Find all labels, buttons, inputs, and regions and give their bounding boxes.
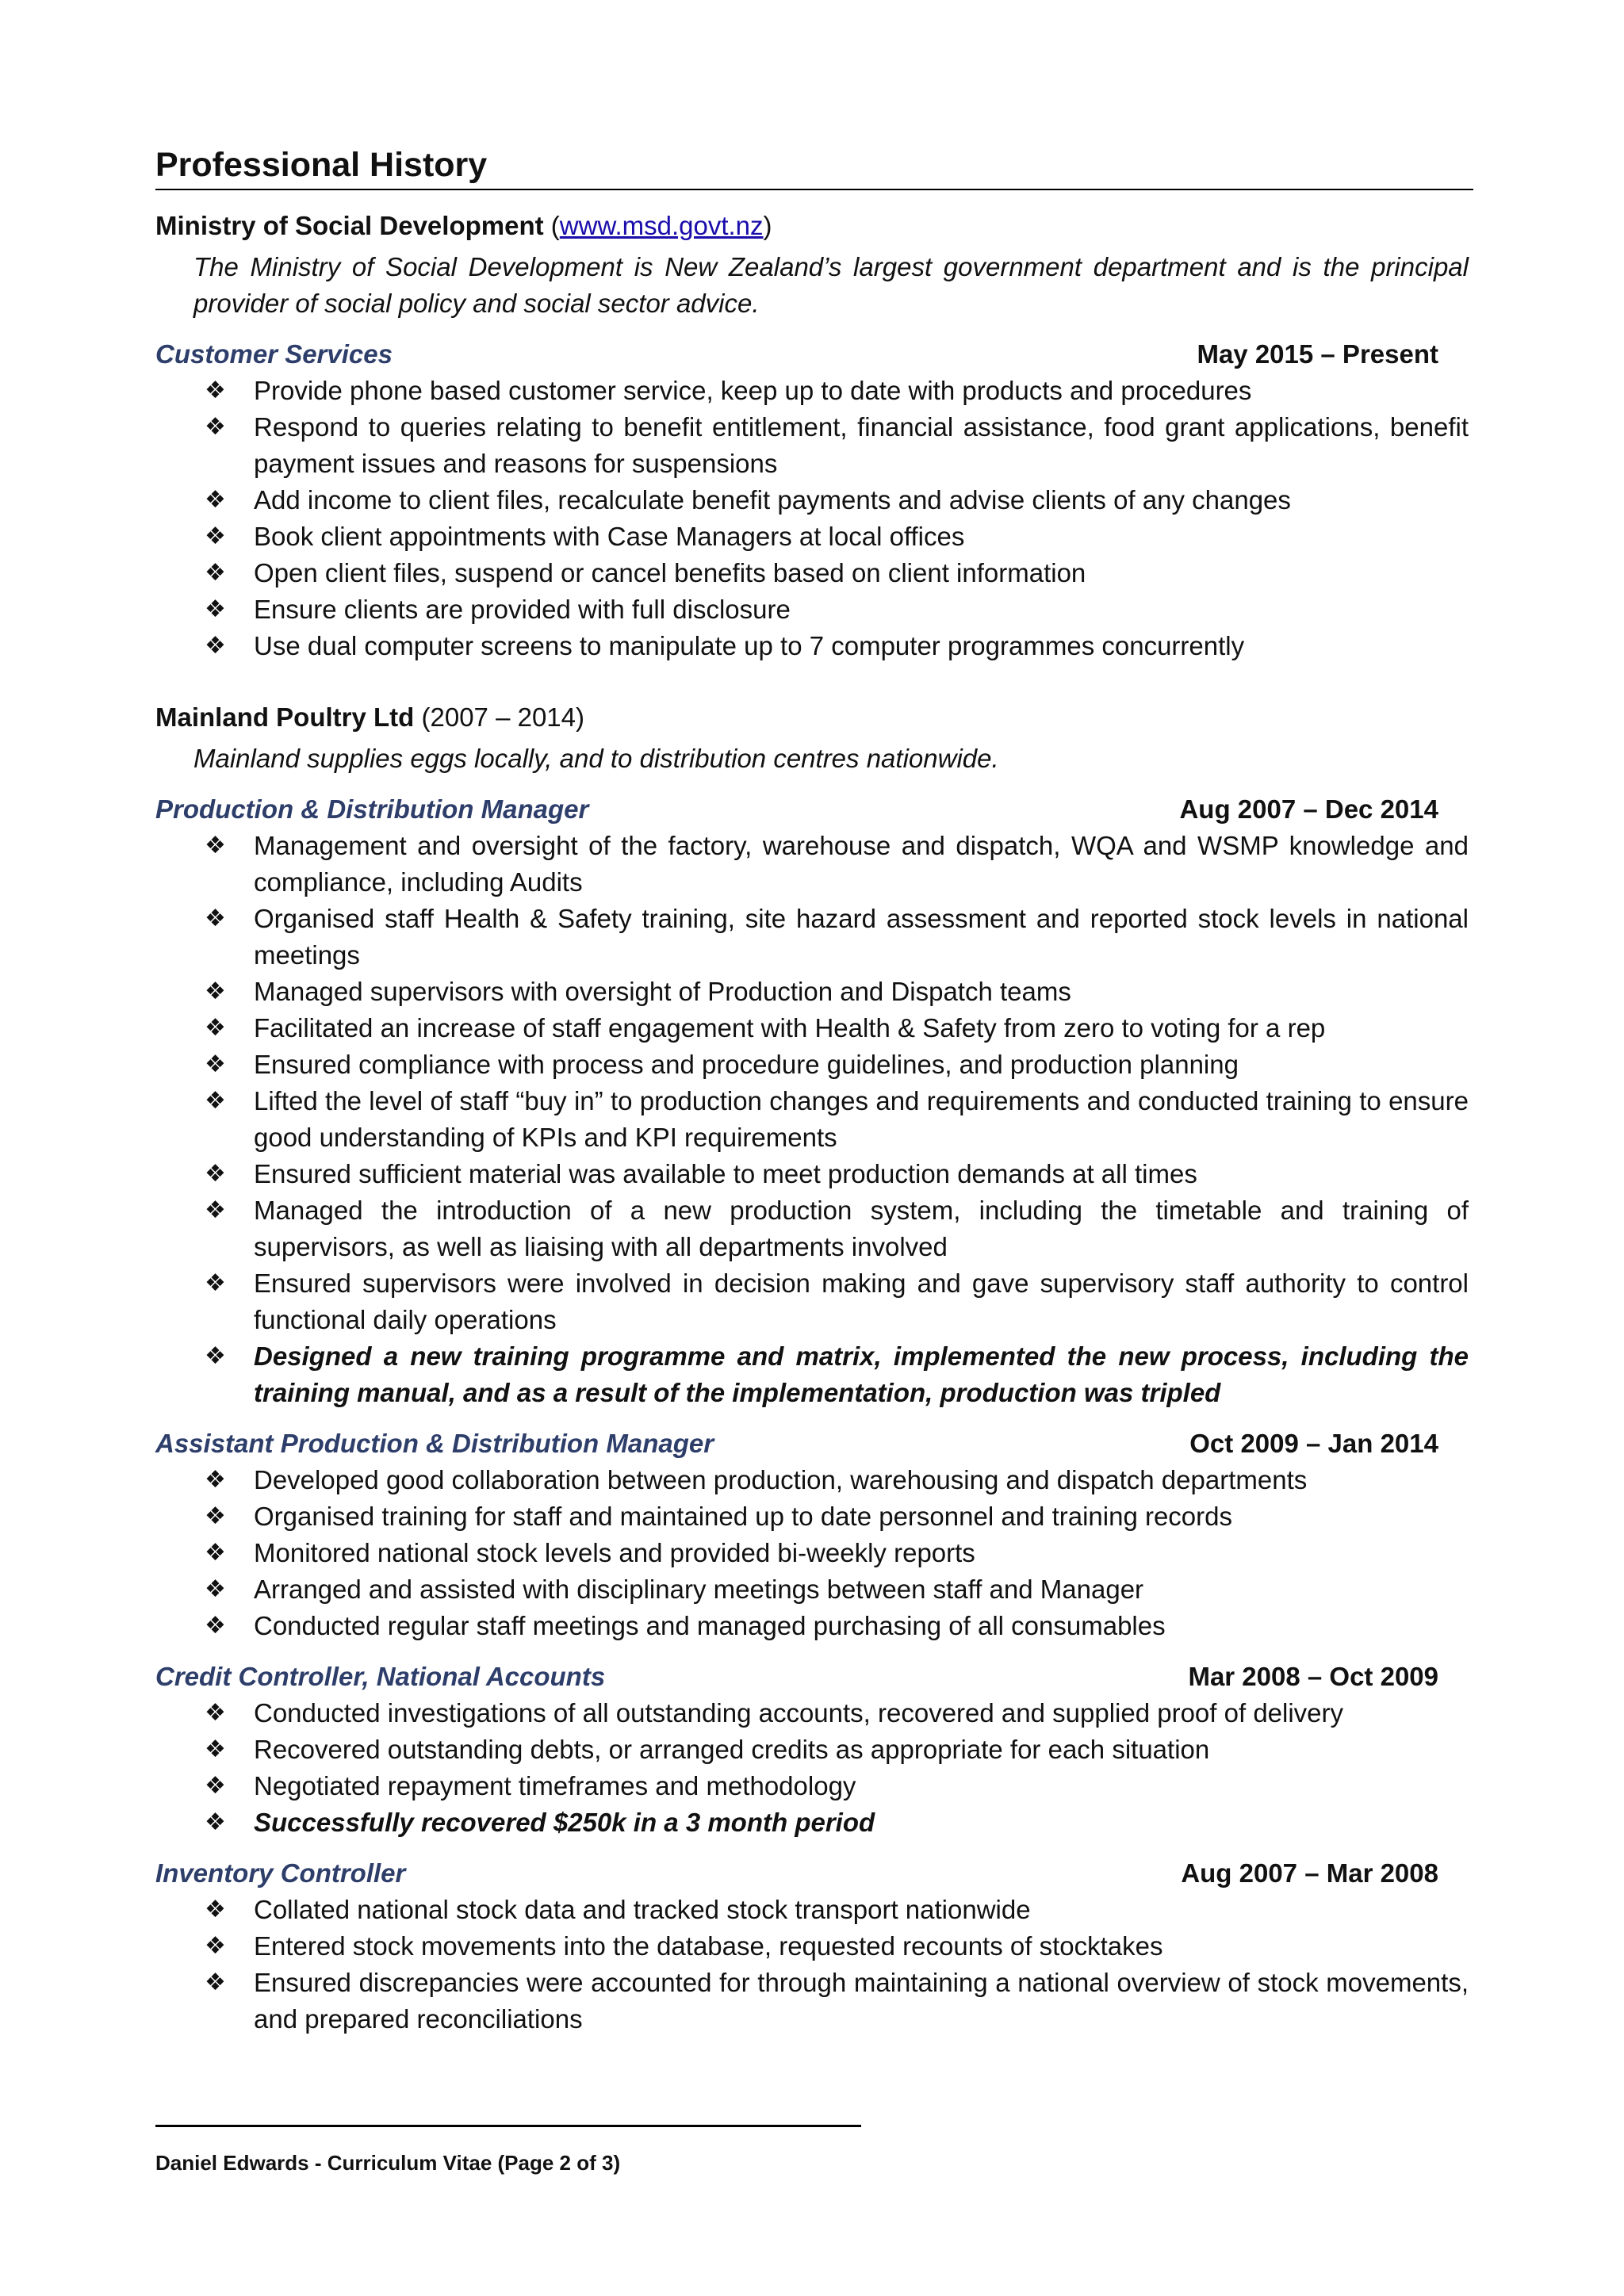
role-title: Production & Distribution Manager <box>155 794 589 824</box>
employer-header-msd <box>155 208 1473 244</box>
bullet-list <box>155 373 1473 664</box>
diamond-bullet-icon: ❖ <box>205 1809 226 1835</box>
role-title: Inventory Controller <box>155 1858 406 1888</box>
diamond-bullet-icon: ❖ <box>205 1613 226 1639</box>
footer-divider <box>155 2125 861 2127</box>
diamond-bullet-icon: ❖ <box>205 905 226 932</box>
list-item: ❖ Lifted the level of staff “buy in” to production changes and requirements and conducted training to ensure good understanding of KPIs and KPI requirements <box>155 1083 1473 1156</box>
diamond-bullet-icon: ❖ <box>205 1540 226 1566</box>
diamond-bullet-icon: ❖ <box>205 1736 226 1762</box>
role-dates: May 2015 – Present <box>1197 339 1438 369</box>
diamond-bullet-icon: ❖ <box>205 1576 226 1602</box>
list-item: ❖ Arranged and assisted with disciplinary meetings between staff and Manager <box>155 1571 1473 1608</box>
diamond-bullet-icon: ❖ <box>205 1969 226 1996</box>
cv-page <box>155 143 1473 2038</box>
role-block <box>155 1855 1473 2038</box>
bullet-list <box>155 1695 1473 1841</box>
list-item: ❖ Facilitated an increase of staff engagement with Health & Safety from zero to voting for a rep <box>155 1010 1473 1047</box>
list-item: ❖ Use dual computer screens to manipulate up to 7 computer programmes concurrently <box>155 628 1473 664</box>
list-item: ❖ Negotiated repayment timeframes and methodology <box>155 1768 1473 1804</box>
list-item: ❖ Respond to queries relating to benefit entitlement, financial assistance, food grant applications, benefit payment issues and reasons for suspensions <box>155 409 1473 482</box>
role-block <box>155 1659 1473 1841</box>
diamond-bullet-icon: ❖ <box>205 978 226 1004</box>
diamond-bullet-icon: ❖ <box>205 1161 226 1187</box>
diamond-bullet-icon: ❖ <box>205 1270 226 1296</box>
list-item: ❖ Developed good collaboration between production, warehousing and dispatch departments <box>155 1462 1473 1498</box>
diamond-bullet-icon: ❖ <box>205 1197 226 1223</box>
role-title: Credit Controller, National Accounts <box>155 1662 606 1691</box>
role-header <box>155 791 1473 828</box>
diamond-bullet-icon: ❖ <box>205 633 226 659</box>
employer-date-range: (2007 – 2014) <box>414 702 584 732</box>
diamond-bullet-icon: ❖ <box>205 377 226 404</box>
employer-name: Ministry of Social Development <box>155 211 544 240</box>
role-dates: Oct 2009 – Jan 2014 <box>1189 1429 1438 1458</box>
list-item: ❖ Open client files, suspend or cancel benefits based on client information <box>155 555 1473 591</box>
role-header <box>155 336 1473 373</box>
list-item: ❖ Managed the introduction of a new production system, including the timetable and training of supervisors, as well as liaising with all departments involved <box>155 1192 1473 1265</box>
employer-suffix-open: ( <box>543 211 560 240</box>
list-item: ❖ Ensured discrepancies were accounted for through maintaining a national overview of stock movements, and prepared reconciliations <box>155 1965 1473 2038</box>
diamond-bullet-icon: ❖ <box>205 1051 226 1077</box>
list-item: ❖ Add income to client files, recalculate benefit payments and advise clients of any changes <box>155 482 1473 519</box>
bullet-list <box>155 1462 1473 1644</box>
diamond-bullet-icon: ❖ <box>205 1896 226 1923</box>
role-dates: Aug 2007 – Dec 2014 <box>1179 794 1438 824</box>
role-block <box>155 336 1473 664</box>
diamond-bullet-icon: ❖ <box>205 1343 226 1369</box>
diamond-bullet-icon: ❖ <box>205 523 226 549</box>
diamond-bullet-icon: ❖ <box>205 832 226 859</box>
list-item: ❖ Entered stock movements into the database, requested recounts of stocktakes <box>155 1928 1473 1965</box>
employer-name: Mainland Poultry Ltd <box>155 702 415 732</box>
list-item-highlight: ❖ Designed a new training programme and matrix, implemented the new process, including the training manual, and as a result of the implementation, production was tripled <box>155 1338 1473 1411</box>
list-item: ❖ Conducted investigations of all outstanding accounts, recovered and supplied proof of delivery <box>155 1695 1473 1732</box>
list-item-highlight: ❖ Successfully recovered $250k in a 3 month period <box>155 1804 1473 1841</box>
footer-text: Daniel Edwards - Curriculum Vitae (Page 2 of 3) <box>155 2151 621 2175</box>
employer-suffix-close: ) <box>763 211 772 240</box>
section-title: Professional History <box>155 143 1473 190</box>
role-header <box>155 1425 1473 1462</box>
diamond-bullet-icon: ❖ <box>205 414 226 440</box>
role-title: Customer Services <box>155 339 393 369</box>
diamond-bullet-icon: ❖ <box>205 487 226 513</box>
role-block <box>155 791 1473 1411</box>
list-item: ❖ Recovered outstanding debts, or arranged credits as appropriate for each situation <box>155 1732 1473 1768</box>
employer-description: The Ministry of Social Development is New Zealand’s largest government department and is the principal provider of social policy and social sector advice. <box>193 252 1469 318</box>
list-item: ❖ Book client appointments with Case Managers at local offices <box>155 519 1473 555</box>
role-title: Assistant Production & Distribution Manager <box>155 1429 714 1458</box>
diamond-bullet-icon: ❖ <box>205 1700 226 1726</box>
diamond-bullet-icon: ❖ <box>205 1015 226 1041</box>
list-item: ❖ Organised training for staff and maintained up to date personnel and training records <box>155 1498 1473 1535</box>
list-item: ❖ Managed supervisors with oversight of Production and Dispatch teams <box>155 974 1473 1010</box>
spacer <box>155 664 1473 699</box>
list-item: ❖ Ensured compliance with process and procedure guidelines, and production planning <box>155 1047 1473 1083</box>
list-item: ❖ Management and oversight of the factory, warehouse and dispatch, WQA and WSMP knowledge and compliance, including Audits <box>155 828 1473 901</box>
list-item: ❖ Conducted regular staff meetings and managed purchasing of all consumables <box>155 1608 1473 1644</box>
list-item: ❖ Ensure clients are provided with full disclosure <box>155 591 1473 628</box>
diamond-bullet-icon: ❖ <box>205 1088 226 1114</box>
list-item: ❖ Ensured supervisors were involved in decision making and gave supervisory staff authority to control functional daily operations <box>155 1265 1473 1338</box>
list-item: ❖ Monitored national stock levels and provided bi-weekly reports <box>155 1535 1473 1571</box>
diamond-bullet-icon: ❖ <box>205 560 226 586</box>
list-item: ❖ Collated national stock data and tracked stock transport nationwide <box>155 1892 1473 1928</box>
role-header <box>155 1659 1473 1695</box>
role-header <box>155 1855 1473 1892</box>
role-dates: Aug 2007 – Mar 2008 <box>1181 1858 1438 1888</box>
diamond-bullet-icon: ❖ <box>205 596 226 622</box>
list-item: ❖ Ensured sufficient material was available to meet production demands at all times <box>155 1156 1473 1192</box>
diamond-bullet-icon: ❖ <box>205 1503 226 1529</box>
diamond-bullet-icon: ❖ <box>205 1773 226 1799</box>
list-item: ❖ Provide phone based customer service, keep up to date with products and procedures <box>155 373 1473 409</box>
role-dates: Mar 2008 – Oct 2009 <box>1188 1662 1438 1691</box>
employer-header-mainland <box>155 699 1473 736</box>
diamond-bullet-icon: ❖ <box>205 1933 226 1959</box>
diamond-bullet-icon: ❖ <box>205 1467 226 1493</box>
bullet-list <box>155 1892 1473 2038</box>
employer-website-link[interactable]: www.msd.govt.nz <box>559 211 764 240</box>
list-item: ❖ Organised staff Health & Safety training, site hazard assessment and reported stock levels in national meetings <box>155 901 1473 974</box>
bullet-list <box>155 828 1473 1411</box>
role-block <box>155 1425 1473 1644</box>
employer-description: Mainland supplies eggs locally, and to distribution centres nationwide. <box>193 744 999 773</box>
